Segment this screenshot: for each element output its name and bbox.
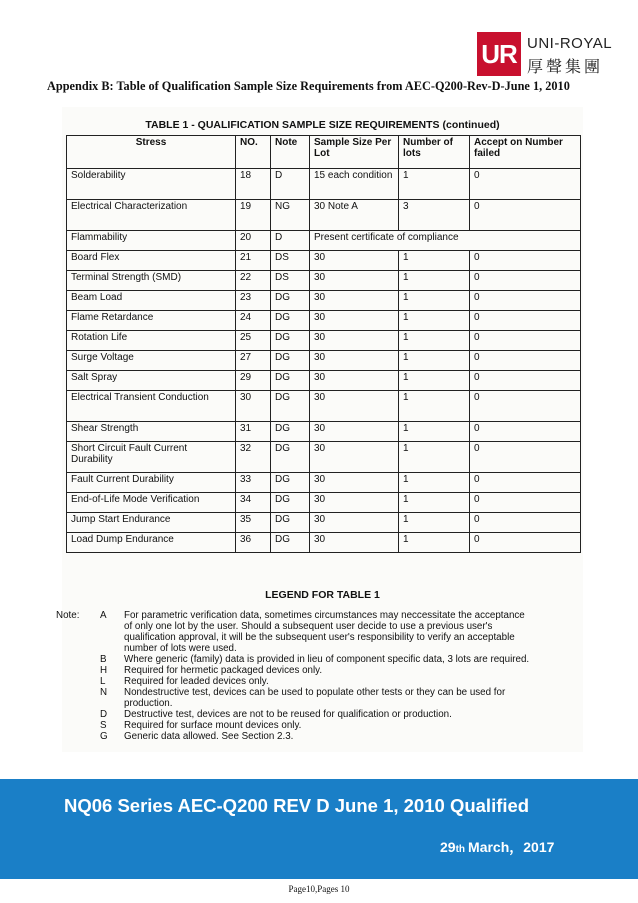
page-footer: Page10,Pages 10 bbox=[288, 884, 350, 894]
table-row bbox=[67, 251, 581, 271]
cell-note: DG bbox=[271, 493, 310, 513]
table-row bbox=[67, 271, 581, 291]
cell-lots: 1 bbox=[399, 513, 470, 533]
banner-title: NQ06 Series AEC-Q200 REV D June 1, 2010 Qualified bbox=[64, 795, 530, 816]
table-row bbox=[67, 291, 581, 311]
header-number-of-lots: Number of lots bbox=[399, 136, 470, 169]
logo-mark: UR bbox=[477, 32, 521, 76]
scanned-table-image bbox=[56, 107, 583, 752]
cell-no: 25 bbox=[236, 331, 271, 351]
cell-sample-size: 30 bbox=[310, 271, 399, 291]
cell-no: 35 bbox=[236, 513, 271, 533]
legend-item bbox=[62, 709, 583, 720]
cell-accept: 0 bbox=[470, 533, 581, 553]
cell-stress: Solderability bbox=[67, 169, 236, 200]
cell-lots: 1 bbox=[399, 311, 470, 331]
cell-note: DG bbox=[271, 442, 310, 473]
legend-title: LEGEND FOR TABLE 1 bbox=[265, 589, 380, 601]
legend-text: Required for hermetic packaged devices only. bbox=[124, 665, 323, 676]
cell-accept: 0 bbox=[470, 442, 581, 473]
header-stress: Stress bbox=[67, 136, 236, 169]
cell-lots: 1 bbox=[399, 493, 470, 513]
cell-stress: End-of-Life Mode Verification bbox=[67, 493, 236, 513]
legend-code: N bbox=[100, 687, 108, 698]
cell-note: DG bbox=[271, 291, 310, 311]
cell-lots: 1 bbox=[399, 533, 470, 553]
cell-sample-size: 30 bbox=[310, 513, 399, 533]
legend-text: Destructive test, devices are not to be reused for qualification or production. bbox=[124, 709, 452, 720]
qualification-banner bbox=[0, 779, 638, 879]
legend-text: Generic data allowed. See Section 2.3. bbox=[124, 731, 294, 742]
cell-no: 21 bbox=[236, 251, 271, 271]
cell-sample-size: 30 bbox=[310, 331, 399, 351]
legend-text: Where generic (family) data is provided in lieu of component specific data, 3 lots are required. bbox=[124, 654, 530, 665]
table-row bbox=[67, 513, 581, 533]
legend-item bbox=[62, 654, 583, 665]
cell-lots: 1 bbox=[399, 351, 470, 371]
cell-stress: Jump Start Endurance bbox=[67, 513, 236, 533]
cell-sample-size: 30 bbox=[310, 533, 399, 553]
cell-stress: Rotation Life bbox=[67, 331, 236, 351]
table-title-text: TABLE 1 - QUALIFICATION SAMPLE SIZE REQUIREMENTS bbox=[145, 119, 440, 131]
header-sample-size: Sample Size Per Lot bbox=[310, 136, 399, 169]
cell-accept: 0 bbox=[470, 391, 581, 422]
cell-lots: 1 bbox=[399, 291, 470, 311]
cell-note: DS bbox=[271, 271, 310, 291]
date-rest: March，2017 bbox=[468, 839, 555, 855]
legend-code: L bbox=[100, 676, 106, 687]
cell-sample-size: 30 bbox=[310, 493, 399, 513]
cell-accept: 0 bbox=[470, 251, 581, 271]
cell-stress: Electrical Transient Conduction bbox=[67, 391, 236, 422]
table-row bbox=[67, 473, 581, 493]
legend-item bbox=[62, 632, 583, 643]
legend-item bbox=[62, 665, 583, 676]
cell-note: DG bbox=[271, 331, 310, 351]
header-note: Note bbox=[271, 136, 310, 169]
cell-no: 29 bbox=[236, 371, 271, 391]
cell-no: 31 bbox=[236, 422, 271, 442]
cell-stress: Salt Spray bbox=[67, 371, 236, 391]
cell-stress: Short Circuit Fault Current Durability bbox=[67, 442, 236, 473]
cell-sample-size: 30 bbox=[310, 311, 399, 331]
table-row bbox=[67, 391, 581, 422]
legend-text: Nondestructive test, devices can be used to populate other tests or they can be used for bbox=[124, 687, 506, 698]
banner-date bbox=[440, 837, 554, 857]
header-no: NO. bbox=[236, 136, 271, 169]
cell-no: 27 bbox=[236, 351, 271, 371]
cell-no: 36 bbox=[236, 533, 271, 553]
cell-note: DG bbox=[271, 533, 310, 553]
cell-no: 20 bbox=[236, 231, 271, 251]
legend-item bbox=[62, 621, 583, 632]
legend-code: G bbox=[100, 731, 108, 742]
date-suffix: th bbox=[455, 844, 466, 855]
cell-stress: Flame Retardance bbox=[67, 311, 236, 331]
legend-item bbox=[62, 687, 583, 698]
cell-accept: 0 bbox=[470, 291, 581, 311]
legend-list bbox=[56, 610, 583, 742]
qualification-table bbox=[66, 135, 581, 553]
cell-sample-size: 15 each condition bbox=[310, 169, 399, 200]
cell-no: 19 bbox=[236, 200, 271, 231]
legend-code: A bbox=[100, 610, 107, 621]
legend-text: number of lots were used. bbox=[124, 643, 237, 654]
table-row bbox=[67, 231, 581, 251]
cell-sample-size: 30 bbox=[310, 371, 399, 391]
cell-sample-size: 30 Note A bbox=[310, 200, 399, 231]
cell-accept: 0 bbox=[470, 271, 581, 291]
cell-accept: 0 bbox=[470, 493, 581, 513]
cell-accept: 0 bbox=[470, 422, 581, 442]
legend-text: Required for leaded devices only. bbox=[124, 676, 269, 687]
cell-sample-size: 30 bbox=[310, 473, 399, 493]
cell-stress: Fault Current Durability bbox=[67, 473, 236, 493]
cell-sample-size: 30 bbox=[310, 422, 399, 442]
table-title-suffix: (continued) bbox=[442, 119, 500, 131]
cell-note: DG bbox=[271, 351, 310, 371]
cell-stress: Flammability bbox=[67, 231, 236, 251]
cell-note: DS bbox=[271, 251, 310, 271]
table-row bbox=[67, 371, 581, 391]
cell-note: D bbox=[271, 169, 310, 200]
cell-lots: 1 bbox=[399, 422, 470, 442]
legend-item bbox=[62, 731, 583, 742]
cell-accept: 0 bbox=[470, 371, 581, 391]
table-row bbox=[67, 442, 581, 473]
cell-no: 30 bbox=[236, 391, 271, 422]
cell-lots: 3 bbox=[399, 200, 470, 231]
legend-item bbox=[62, 698, 583, 709]
legend-code: D bbox=[100, 709, 108, 720]
legend-item bbox=[62, 676, 583, 687]
company-logo bbox=[477, 32, 627, 78]
table-row bbox=[67, 351, 581, 371]
cell-note: D bbox=[271, 231, 310, 251]
legend-code: H bbox=[100, 665, 108, 676]
legend-code: S bbox=[100, 720, 107, 731]
table-title bbox=[62, 119, 583, 131]
cell-lots: 1 bbox=[399, 371, 470, 391]
date-day: 29 bbox=[440, 839, 456, 855]
legend-code: B bbox=[100, 654, 107, 665]
cell-no: 24 bbox=[236, 311, 271, 331]
table-row bbox=[67, 331, 581, 351]
cell-lots: 1 bbox=[399, 169, 470, 200]
cell-stress: Electrical Characterization bbox=[67, 200, 236, 231]
table-row bbox=[67, 169, 581, 200]
cell-lots: 1 bbox=[399, 271, 470, 291]
cell-no: 32 bbox=[236, 442, 271, 473]
cell-sample-size: 30 bbox=[310, 391, 399, 422]
cell-note: DG bbox=[271, 473, 310, 493]
legend-text: of only one lot by the user. Should a subsequent user decide to use a previous user's bbox=[124, 621, 493, 632]
cell-sample-size: 30 bbox=[310, 351, 399, 371]
cell-accept: 0 bbox=[470, 331, 581, 351]
cell-sample-merged: Present certificate of compliance bbox=[310, 231, 581, 251]
appendix-title: Appendix B: Table of Qualification Sample Size Requirements from AEC-Q200-Rev-D-June 1, 2010 bbox=[47, 79, 570, 93]
cell-accept: 0 bbox=[470, 200, 581, 231]
table-row bbox=[67, 311, 581, 331]
cell-sample-size: 30 bbox=[310, 251, 399, 271]
cell-accept: 0 bbox=[470, 311, 581, 331]
table-row bbox=[67, 533, 581, 553]
legend-note-label: Note: bbox=[56, 610, 80, 621]
legend-text: For parametric verification data, sometimes circumstances may neccessitate the acceptance bbox=[124, 610, 525, 621]
legend-text: Required for surface mount devices only. bbox=[124, 720, 302, 731]
cell-stress: Terminal Strength (SMD) bbox=[67, 271, 236, 291]
table-row bbox=[67, 422, 581, 442]
cell-lots: 1 bbox=[399, 473, 470, 493]
cell-note: DG bbox=[271, 422, 310, 442]
legend-text: production. bbox=[124, 698, 173, 709]
cell-lots: 1 bbox=[399, 331, 470, 351]
cell-no: 18 bbox=[236, 169, 271, 200]
cell-accept: 0 bbox=[470, 473, 581, 493]
cell-stress: Load Dump Endurance bbox=[67, 533, 236, 553]
cell-note: DG bbox=[271, 513, 310, 533]
cell-sample-size: 30 bbox=[310, 291, 399, 311]
logo-chinese-name: 厚聲集團 bbox=[527, 57, 604, 76]
cell-sample-size: 30 bbox=[310, 442, 399, 473]
cell-stress: Beam Load bbox=[67, 291, 236, 311]
cell-no: 23 bbox=[236, 291, 271, 311]
cell-no: 22 bbox=[236, 271, 271, 291]
cell-note: DG bbox=[271, 391, 310, 422]
cell-lots: 1 bbox=[399, 391, 470, 422]
cell-no: 33 bbox=[236, 473, 271, 493]
legend-item bbox=[56, 610, 583, 621]
legend-text: qualification approval, it will be the subsequent user's responsibility to verify an acceptable bbox=[124, 632, 515, 643]
legend-item bbox=[62, 643, 583, 654]
cell-lots: 1 bbox=[399, 251, 470, 271]
cell-note: NG bbox=[271, 200, 310, 231]
cell-stress: Shear Strength bbox=[67, 422, 236, 442]
table-header-row bbox=[67, 136, 581, 169]
cell-note: DG bbox=[271, 311, 310, 331]
legend-item bbox=[62, 720, 583, 731]
cell-no: 34 bbox=[236, 493, 271, 513]
table-row bbox=[67, 493, 581, 513]
cell-accept: 0 bbox=[470, 351, 581, 371]
cell-accept: 0 bbox=[470, 169, 581, 200]
cell-accept: 0 bbox=[470, 513, 581, 533]
cell-stress: Board Flex bbox=[67, 251, 236, 271]
cell-stress: Surge Voltage bbox=[67, 351, 236, 371]
cell-lots: 1 bbox=[399, 442, 470, 473]
cell-note: DG bbox=[271, 371, 310, 391]
logo-name: UNI-ROYAL bbox=[527, 35, 613, 52]
header-accept: Accept on Number failed bbox=[470, 136, 581, 169]
table-row bbox=[67, 200, 581, 231]
